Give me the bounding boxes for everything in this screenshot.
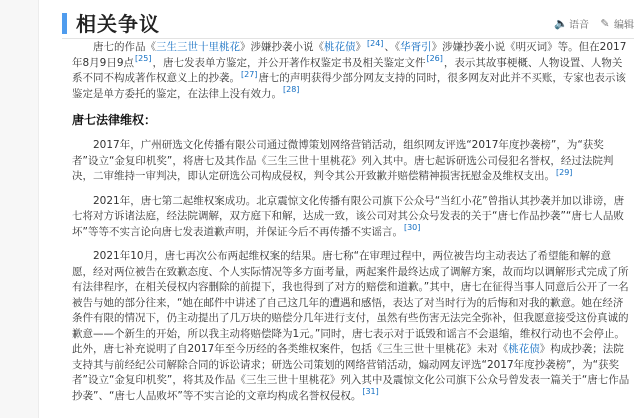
header-actions bbox=[554, 16, 634, 31]
reference-link[interactable]: [26] bbox=[426, 54, 443, 63]
paragraph-plagiarism-dispute bbox=[72, 40, 630, 102]
paragraph-text: 2021年10月，唐七再次公布两起维权案的结果。唐七称“在审理过程中，两位被告均主动表达了希望能和解的意愿，经对两位被告在致歉态度、个人实际情况等多方面考量，两起案件最终达成了调解方案，故而均以调解形式完成了所有法律程序，在相关侵权内容删除的前提下，我也得到了对方的赔偿和道歉。”其中，唐七在征得当事人同意后公开了一名被告与她的部分往来，“她在邮件中讲述了自己这几年的遭遇和感悟，表达了对当时行为的后悔和对我的歉意。她在经济条件有限的情况下，仍主动提出了几万块的赔偿分几年进行支付，虽然有些伤害无法完全弥补，但我愿意接受这份真诚的歉意——个新生的开始，所以我主动将赔偿降为1元。”同时，唐七表示对于诋毁和谣言不会退缩，维权行动也不会停止。此外，唐七补充说明了自2017年至今历经的各类维权案件，包括《三生三世十里桃花》未对《 bbox=[72, 250, 629, 355]
section-header bbox=[62, 10, 634, 38]
reference-link[interactable]: [28] bbox=[283, 85, 300, 94]
edit-label: 编辑 bbox=[614, 20, 634, 31]
paragraph-text: ，唐七发表单方鉴定，并公开著作权鉴定书及相关鉴定文件 bbox=[152, 56, 426, 69]
reference-link[interactable]: [30] bbox=[403, 223, 421, 232]
paragraph-text: 》构成抄袭；法院支持其与前经纪公司解除合同的诉讼请求；研选公司策划的网络营销活动，煽动网友评选“2017年度抄袭榜”，为“获奖者”设立“金复印机奖”，将其及作品《三生三世十里桃花》列入其中及震惊文化公司旗下公众号曾发表一篇关于“唐七作品抄袭”、“唐七人品败坏”等不实言论的文章均构成名誉权侵权。 bbox=[72, 343, 630, 402]
paragraph-text: ，表示其故事梗概、人物设置、人物关系不同不构成著作权意义上的抄袭。 bbox=[72, 56, 623, 84]
inline-link[interactable]: 三生三世十里桃花 bbox=[156, 41, 240, 53]
reference-link[interactable]: [29] bbox=[556, 167, 573, 177]
inline-link[interactable]: 华胥引 bbox=[400, 41, 432, 53]
reference-link[interactable]: [31] bbox=[362, 387, 379, 396]
pencil-icon: ✎ bbox=[600, 17, 610, 30]
paragraph-text: 2017年，广州研选文化传播有限公司通过微博策划网络营销活动，组织网友评选“2017年度抄袭榜”，为“获奖者”设立“金复印机奖”，将唐七及其作品《三生三世十里桃花》列入其中。唐七起诉研选公司侵犯名誉权，经过法院判决，二审维持一审判决，即认定研选公司构成侵权，判令其公开致歉并赔偿精神损害抚慰金及维权支出。 bbox=[72, 139, 614, 182]
section-title: 相关争议 bbox=[76, 12, 160, 36]
speak-label: 语音 bbox=[569, 20, 589, 31]
speak-button[interactable] bbox=[554, 16, 589, 31]
inline-link[interactable]: 桃花债 bbox=[324, 41, 356, 53]
reference-link[interactable]: [24] bbox=[367, 38, 384, 48]
article-content bbox=[72, 40, 630, 413]
reference-link[interactable]: [25] bbox=[135, 54, 152, 63]
paragraph-text: 》涉嫌抄袭小说《 bbox=[240, 41, 324, 53]
paragraph-2017-case bbox=[72, 138, 630, 185]
paragraph-text: 》涉嫌抄袭小说《明灭词》等。但在2017年8月9日9点 bbox=[72, 41, 627, 69]
header-divider bbox=[62, 38, 634, 39]
title-accent-bar bbox=[62, 13, 67, 34]
subsection-title: 唐七法律维权： bbox=[72, 113, 157, 127]
inline-link[interactable]: 桃花债 bbox=[508, 343, 540, 355]
paragraph-2021-case bbox=[72, 194, 630, 241]
speaker-icon: 🔈 bbox=[554, 17, 568, 30]
paragraph-text: 唐七的声明获得少部分网友支持的同时，很多网友对此并不买账，专家也表示该鉴定是单方委托的鉴定，在法律上没有效力。 bbox=[72, 72, 626, 100]
paragraph-text: 唐七的作品《 bbox=[93, 41, 156, 53]
edit-button[interactable] bbox=[599, 16, 634, 31]
paragraph-2021-october bbox=[72, 249, 630, 404]
paragraph-text: 、《 bbox=[384, 41, 401, 53]
paragraph-text: 2021年，唐七第二起维权案成功。北京震惊文化传播有限公司旗下公众号“当红小花”曾指认其抄袭并加以诽谤，唐七将对方诉诸法庭，经法院调解，双方庭下和解，达成一致，该公司对其公众号发表的关于“唐七作品抄袭”“唐七人品败坏”等等不实言论向唐七发表道歉声明，并保证今后不再传播不实谣言。 bbox=[72, 194, 625, 238]
paragraph-text: 》 bbox=[355, 41, 366, 53]
reference-link[interactable]: [27] bbox=[241, 69, 258, 79]
left-rail bbox=[0, 0, 39, 418]
